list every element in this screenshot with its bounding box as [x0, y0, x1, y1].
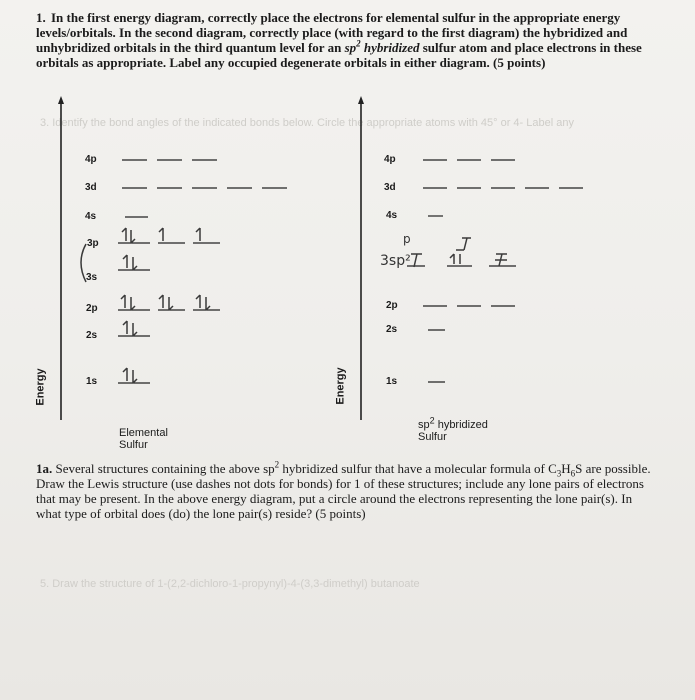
left-energy-label: Energy	[34, 368, 47, 406]
left-level-3d: 3d	[85, 182, 97, 193]
right-level-4p: 4p	[384, 154, 396, 165]
question-1-text: 1. In the first energy diagram, correctly place the electrons for elemental sulfur in the appropriate energy levels/orbitals. In the second diagram, correctly place (with regard to the first diagram) the hybridized and unhybridized orbitals in the third quantum level for an $sp^2$ hybridized sulfur atom and place electrons in these orbitals as appropriate. Label any occupied degenerate orbitals in either diagram. (5 points)	[36, 10, 642, 70]
left-level-4s: 4s	[85, 211, 97, 222]
right-level-3d: 3d	[384, 182, 396, 193]
left-level-4p: 4p	[85, 154, 97, 165]
right-level-2s: 2s	[386, 324, 398, 335]
right-level-1s: 1s	[386, 376, 398, 387]
left-level-2s: 2s	[86, 330, 98, 341]
left-level-3s: 3s	[86, 272, 98, 283]
handwritten-sp2-label: 3sp²	[380, 253, 411, 269]
left-level-1s: 1s	[86, 376, 98, 387]
left-caption: Elemental Sulfur	[119, 427, 168, 451]
bleed-through-text-2: 5. Draw the structure of 1-(2,2-dichloro-1-propynyl)-4-(3,3-dimethyl) butanoate	[40, 578, 420, 590]
question-1a-text: 1a. Several structures containing the above $sp^2$ hybridized sulfur that have a molecular formula of $C_3H_6S$ are possible. Draw the Lewis structure (use dashes not dots for bonds) for 1 of these structures; include any lone pairs of electrons that may be present. In the above energy diagram, put a circle around the electrons representing the lone pair(s). In what type of orbital does (do) the lone pair(s) reside? (5 points)	[36, 459, 651, 521]
right-energy-label: Energy	[334, 367, 347, 405]
right-orbital-lines	[407, 160, 583, 382]
handwritten-p-label: p	[403, 232, 411, 246]
left-energy-axis	[58, 96, 64, 420]
right-level-4s: 4s	[386, 210, 398, 221]
right-level-2p: 2p	[386, 300, 398, 311]
right-energy-axis	[358, 96, 364, 420]
bleed-through-text: 3. Identify the bond angles of the indicated bonds below. Circle the appropriate atoms with 45° or 4- Label any	[40, 117, 574, 129]
left-level-2p: 2p	[86, 303, 98, 314]
right-caption: $sp^2$ hybridized Sulfur	[418, 415, 488, 443]
right-electron-marks	[411, 238, 507, 267]
left-electron-marks	[81, 228, 210, 383]
left-level-3p: 3p	[87, 238, 99, 249]
left-orbital-lines	[118, 160, 287, 383]
